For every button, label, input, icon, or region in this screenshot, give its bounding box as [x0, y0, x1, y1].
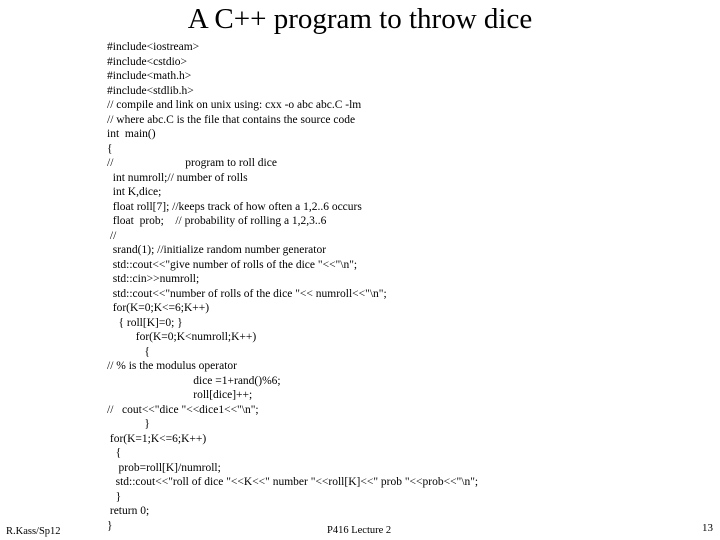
code-line: roll[dice]++; [107, 389, 253, 401]
code-line: std::cout<<"number of rolls of the dice "<< numroll<<"\n"; [107, 287, 387, 300]
code-line: // cout<<"dice "<<dice1<<"\n"; [107, 403, 259, 416]
footer-author: R.Kass/Sp12 [6, 526, 61, 537]
slide-title: A C++ program to throw dice [187, 3, 533, 35]
code-line: for(K=0;K<numroll;K++) [107, 331, 257, 343]
footer-lecture: P416 Lecture 2 [327, 525, 392, 536]
code-line: return 0; [107, 505, 150, 517]
code-line: { roll[K]=0; } [107, 316, 183, 329]
code-line: #include<stdlib.h> [107, 84, 194, 97]
code-line: // compile and link on unix using: cxx -o abc abc.C -lm [107, 99, 362, 111]
code-line: #include<cstdio> [107, 55, 188, 68]
code-line: } [107, 519, 113, 532]
code-line: int K,dice; [107, 186, 162, 198]
code-line: prob=roll[K]/numroll; [107, 461, 221, 474]
code-line: std::cout<<"roll of dice "<<K<<" number "<<roll[K]<<" prob "<<prob<<"\n"; [107, 476, 479, 488]
code-line: float roll[7]; //keeps track of how often a 1,2..6 occurs [107, 200, 362, 213]
code-line: { [107, 447, 122, 459]
code-line: // where abc.C is the file that contains the source code [107, 113, 356, 126]
page-number: 13 [702, 522, 713, 534]
code-line: #include<iostream> [107, 41, 200, 53]
code-block [107, 40, 707, 533]
code-line: } [107, 490, 122, 503]
code-line: float prob; // probability of rolling a 1,2,3..6 [107, 215, 327, 227]
code-line: // program to roll dice [107, 157, 277, 169]
code-line: { [107, 345, 150, 358]
code-line: #include<math.h> [107, 70, 192, 82]
code-line: // [107, 229, 117, 242]
code-line: srand(1); //initialize random number generator [107, 244, 327, 256]
code-line: int numroll;// number of rolls [107, 171, 248, 184]
code-line: } [107, 418, 150, 430]
code-line: std::cin>>numroll; [107, 273, 200, 285]
code-line: { [107, 142, 113, 155]
code-line: for(K=0;K<=6;K++) [107, 302, 210, 314]
code-line: for(K=1;K<=6;K++) [107, 432, 207, 445]
code-line: // % is the modulus operator [107, 360, 237, 372]
code-line: dice =1+rand()%6; [107, 374, 281, 387]
code-line: std::cout<<"give number of rolls of the dice "<<"\n"; [107, 258, 358, 271]
code-line: int main() [107, 128, 156, 140]
